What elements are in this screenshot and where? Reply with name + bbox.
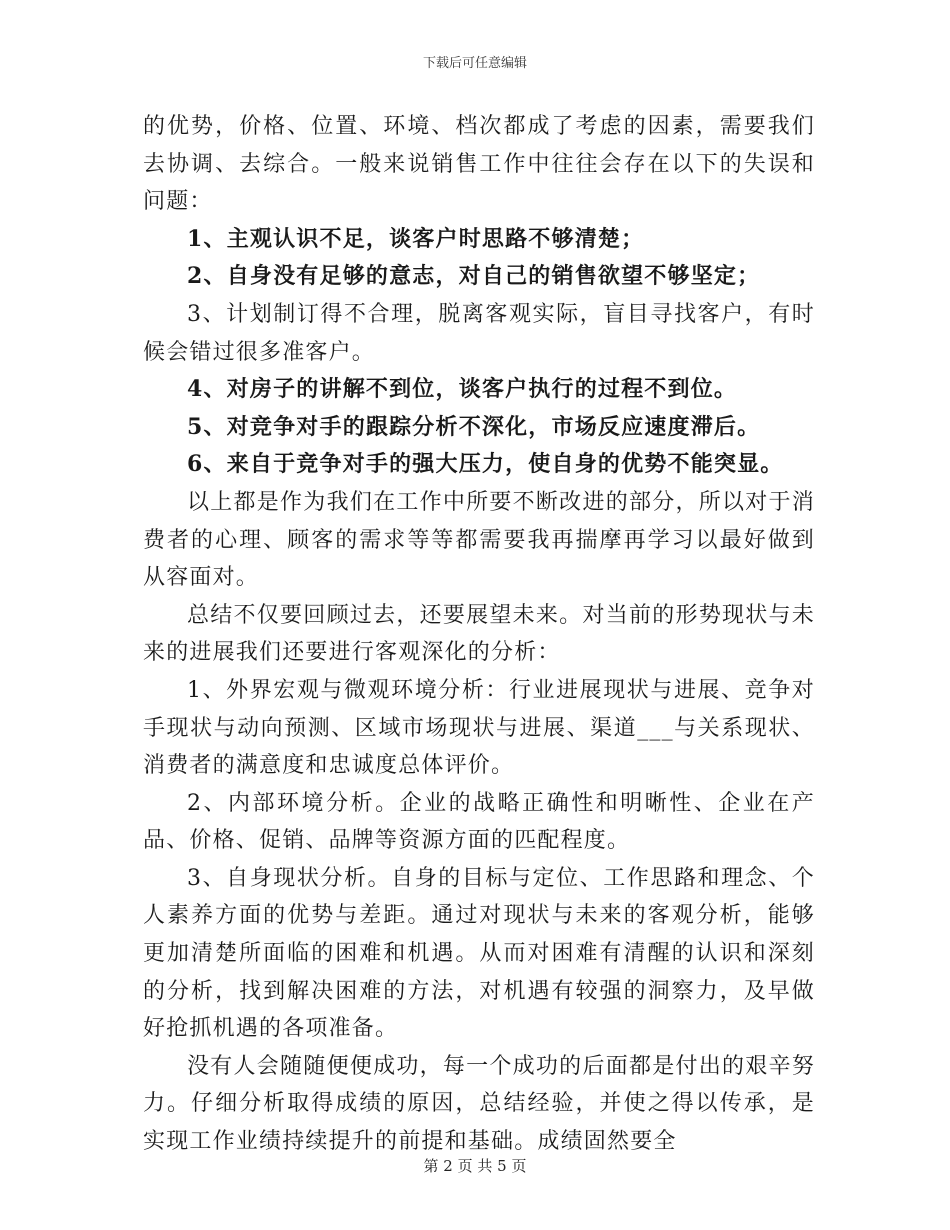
list-item: 3、自身现状分析。自身的目标与定位、工作思路和理念、个人素养方面的优势与差距。通过对现状与未来的客观分析，能够更加清楚所面临的困难和机遇。从而对困难有清醒的认识和深刻的分析，找到解决困难的方法，对机遇有较强的洞察力，及早做好抢抓机遇的各项准备。	[143, 865, 815, 1042]
page-header: 下载后可任意编辑	[422, 56, 527, 71]
list-item: 6、来自于竞争对手的强大压力，使自身的优势不能突显。	[187, 451, 784, 478]
list-item: 4、对房子的讲解不到位，谈客户执行的过程不到位。	[187, 376, 738, 403]
list-item: 1、主观认识不足，谈客户时思路不够清楚；	[187, 225, 645, 252]
list-item: 3、计划制订得不合理，脱离客观实际，盲目寻找客户，有时候会错过很多准客户。	[143, 301, 815, 365]
list-item: 1、外界宏观与微观环境分析：行业进展现状与进展、竞争对手现状与动向预测、区域市场现状与进展、渠道___与关系现状、消费者的满意度和忠诚度总体评价。	[143, 677, 815, 779]
list-item: 2、内部环境分析。企业的战略正确性和明晰性、企业在产品、价格、促销、品牌等资源方面的匹配程度。	[143, 790, 815, 854]
document-body	[143, 108, 815, 1161]
paragraph: 的优势，价格、位置、环境、档次都成了考虑的因素，需要我们去协调、去综合。一般来说销售工作中往往会存在以下的失误和问题：	[143, 114, 815, 215]
list-item: 2、自身没有足够的意志，对自己的销售欲望不够坚定；	[187, 263, 761, 290]
paragraph: 以上都是作为我们在工作中所要不断改进的部分，所以对于消费者的心理、顾客的需求等等都需要我再揣摩再学习以最好做到从容面对。	[143, 489, 815, 591]
page-number: 第 2 页 共 5 页	[423, 1157, 527, 1175]
paragraph: 没有人会随随便便成功，每一个成功的后面都是付出的艰辛努力。仔细分析取得成绩的原因，总结经验，并使之得以传承，是实现工作业绩持续提升的前提和基础。成绩固然要全	[143, 1053, 815, 1155]
paragraph: 总结不仅要回顾过去，还要展望未来。对当前的形势现状与未来的进展我们还要进行客观深化的分析：	[143, 602, 815, 666]
list-item: 5、对竞争对手的跟踪分析不深化，市场反应速度滞后。	[187, 413, 761, 440]
